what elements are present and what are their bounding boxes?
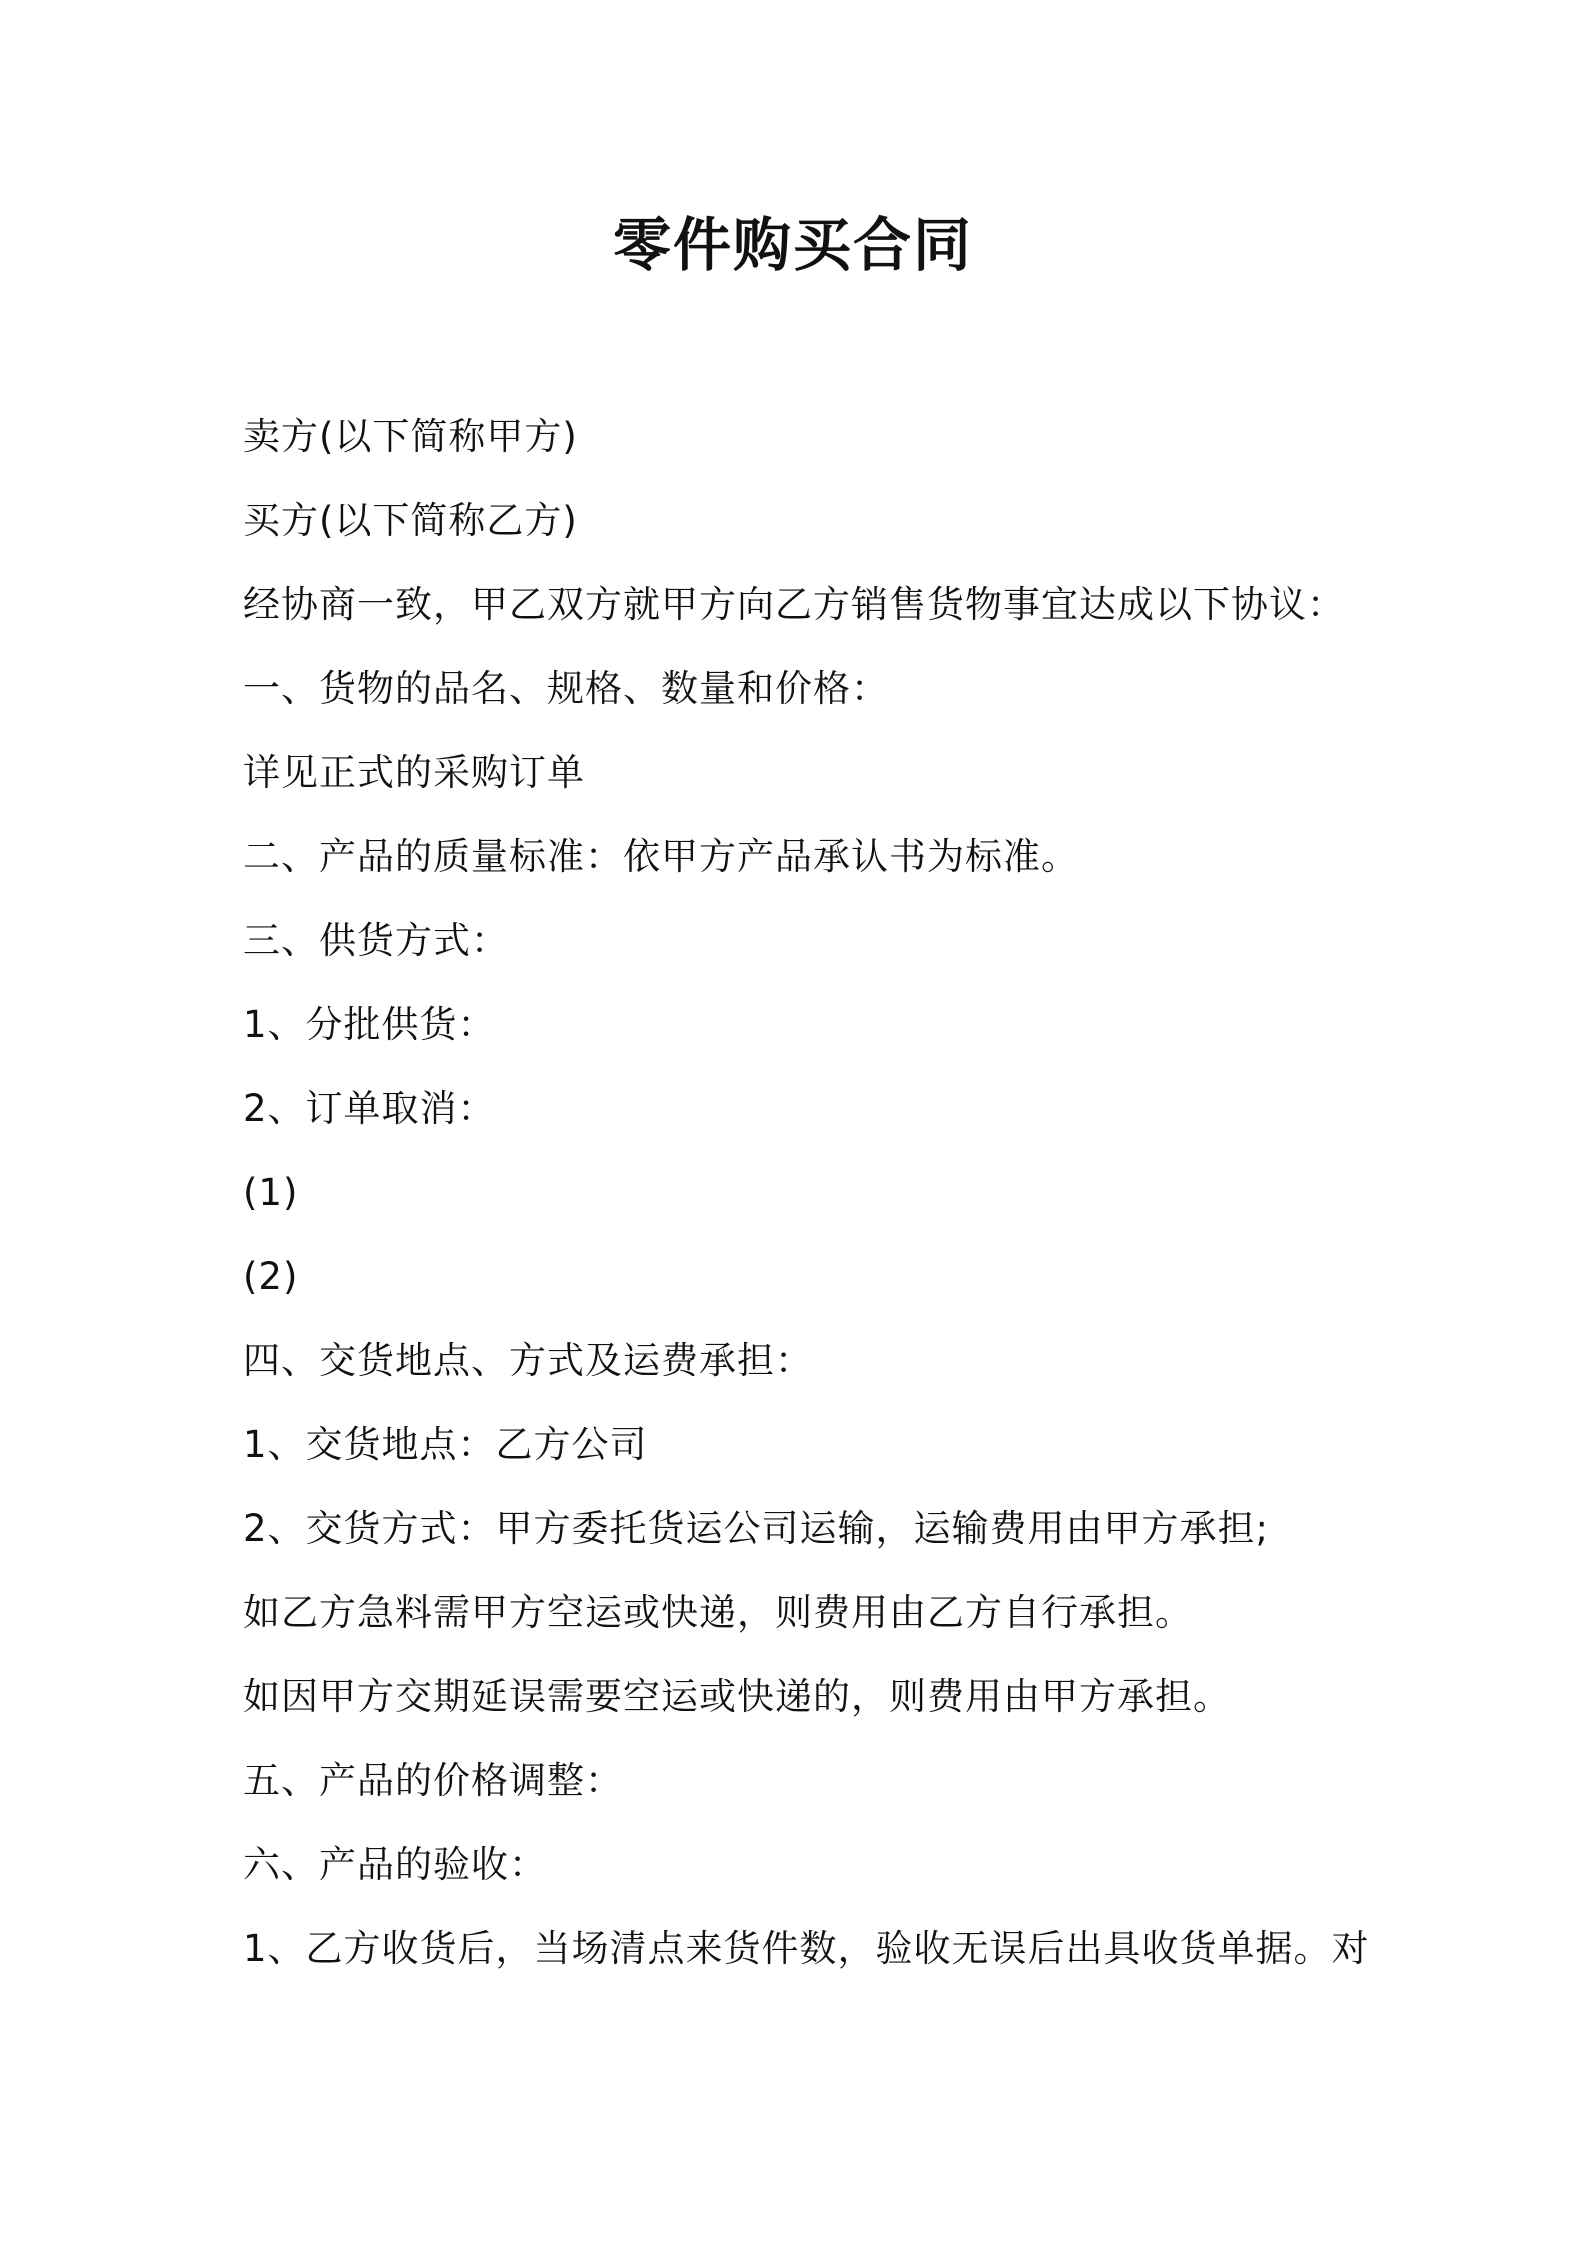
clause-batch-supply: 1、分批供货： [243, 1003, 496, 1046]
clause-acceptance-1: 1、乙方收货后，当场清点来货件数，验收无误后出具收货单据。对 [243, 1927, 1370, 1970]
section-heading-price-adjust: 五、产品的价格调整： [243, 1759, 623, 1802]
line-delay-shipping-seller: 如因甲方交期延误需要空运或快递的，则费用由甲方承担。 [243, 1675, 1231, 1718]
line-see-purchase-order: 详见正式的采购订单 [243, 751, 585, 794]
section-heading-acceptance: 六、产品的验收： [243, 1843, 547, 1886]
clause-delivery-method: 2、交货方式：甲方委托货运公司运输，运输费用由甲方承担; [243, 1507, 1270, 1550]
line-urgent-shipping-buyer: 如乙方急料需甲方空运或快递，则费用由乙方自行承担。 [243, 1591, 1193, 1634]
section-heading-supply: 三、供货方式： [243, 919, 509, 962]
line-agreement-intro: 经协商一致，甲乙双方就甲方向乙方销售货物事宜达成以下协议： [243, 583, 1345, 626]
subclause-2: (2) [243, 1255, 299, 1298]
subclause-1: (1) [243, 1171, 299, 1214]
section-heading-delivery: 四、交货地点、方式及运费承担： [243, 1339, 813, 1382]
clause-delivery-place: 1、交货地点：乙方公司 [243, 1423, 648, 1466]
section-heading-goods: 一、货物的品名、规格、数量和价格： [243, 667, 889, 710]
contract-body [243, 407, 1423, 2003]
section-heading-quality: 二、产品的质量标准：依甲方产品承认书为标准。 [243, 835, 1079, 878]
document-title: 零件购买合同 [612, 211, 973, 279]
line-seller: 卖方(以下简称甲方) [243, 415, 578, 458]
line-buyer: 买方(以下简称乙方) [243, 499, 578, 542]
clause-order-cancel: 2、订单取消： [243, 1087, 496, 1130]
